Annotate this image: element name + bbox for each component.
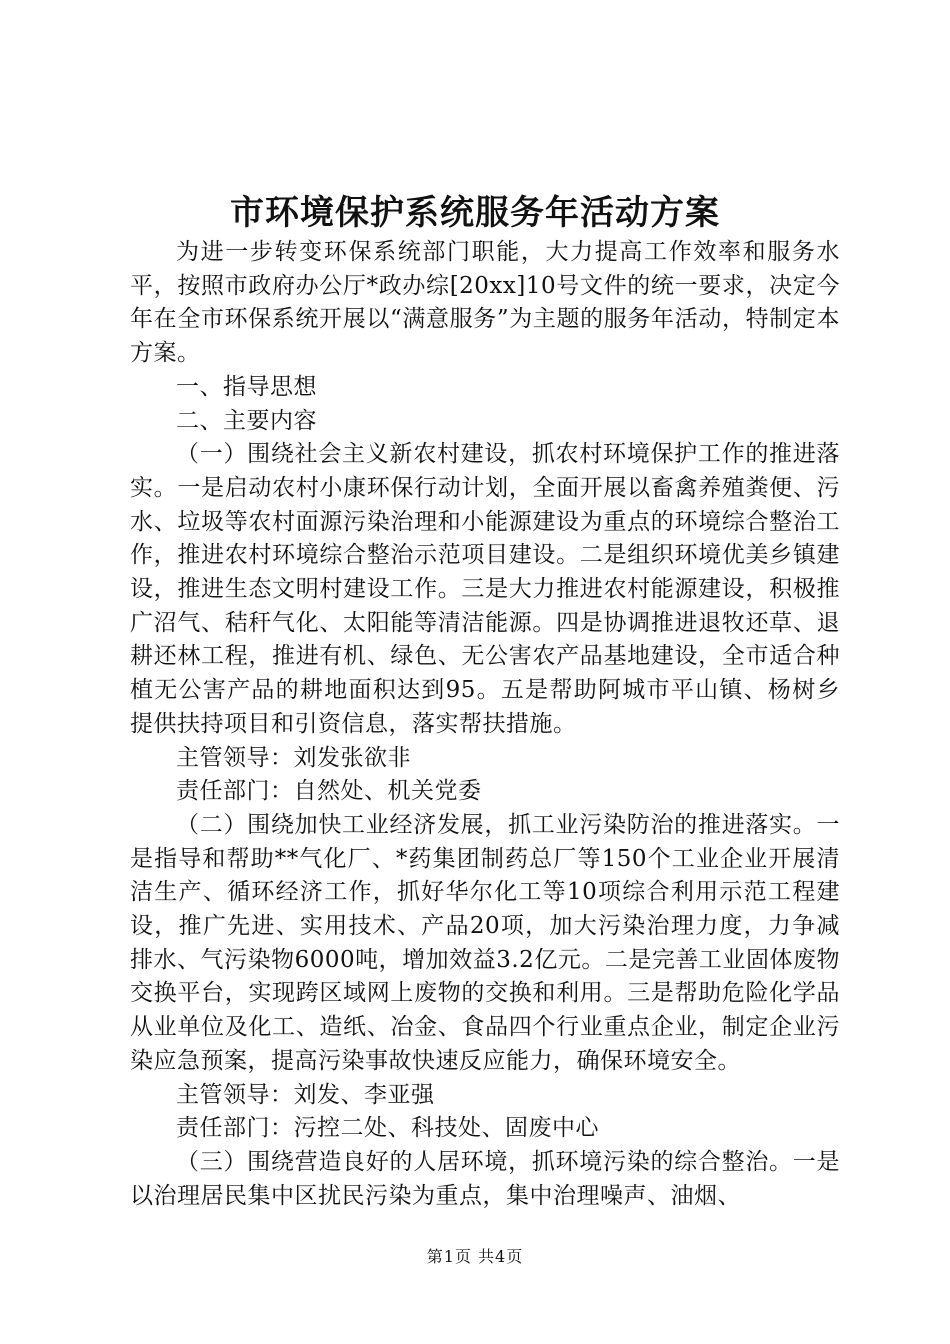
section-heading-main-content: 二、主要内容 [176,407,317,434]
paragraph-item-2: （二）围绕加快工业经济发展，抓工业污染防治的推进落实。一是指导和帮助**气化厂、*药集团制药总厂等150个工业企业开展清洁生产、循环经济工作，抓好华尔化工等10项综合利用示范工程建设，推广先进、实用技术、产品20项，加大污染治理力度，力争减排水、气污染物6000吨，增加效益3.2亿元。二是完善工业固体废物交换平台，实现跨区域网上废物的交换和利用。三是帮助危险化学品从业单位及化工、造纸、冶金、食品四个行业重点企业，制定企业污染应急预案，提高污染事故快速反应能力，确保环境安全。 [130,811,840,1074]
department-line-1: 责任部门：自然处、机关党委 [176,778,482,805]
paragraph-item-3: （三）围绕营造良好的人居环境，抓环境污染的综合整治。一是以治理居民集中区扰民污染为重点，集中治理噪声、油烟、 [130,1148,840,1209]
paragraph-item-1: （一）围绕社会主义新农村建设，抓农村环境保护工作的推进落实。一是启动农村小康环保行动计划，全面开展以畜禽养殖粪便、污水、垃圾等农村面源污染治理和小能源建设为重点的环境综合整治工作，推进农村环境综合整治示范项目建设。二是组织环境优美乡镇建设，推进生态文明村建设工作。三是大力推进农村能源建设，积极推广沼气、秸秆气化、太阳能等清洁能源。四是协调推进退牧还草、退耕还林工程，推进有机、绿色、无公害农产品基地建设，全市适合种植无公害产品的耕地面积达到95。五是帮助阿城市平山镇、杨树乡提供扶持项目和引资信息，落实帮扶措施。 [130,441,840,737]
leader-line-1: 主管领导：刘发张欲非 [176,744,411,771]
page-footer: 第1页 共4页 [426,1247,524,1266]
document-body [130,236,840,1213]
document-title: 市环境保护系统服务年活动方案 [230,193,720,233]
paragraph-intro: 为进一步转变环保系统部门职能，大力提高工作效率和服务水平，按照市政府办公厅*政办综[20xx]10号文件的统一要求，决定今年在全市环保系统开展以“满意服务”为主题的服务年活动，特制定本方案。 [130,239,840,367]
department-line-2: 责任部门：污控二处、科技处、固废中心 [176,1115,599,1142]
section-heading-guiding-ideology: 一、指导思想 [176,373,317,400]
leader-line-2: 主管领导：刘发、李亚强 [176,1081,435,1108]
